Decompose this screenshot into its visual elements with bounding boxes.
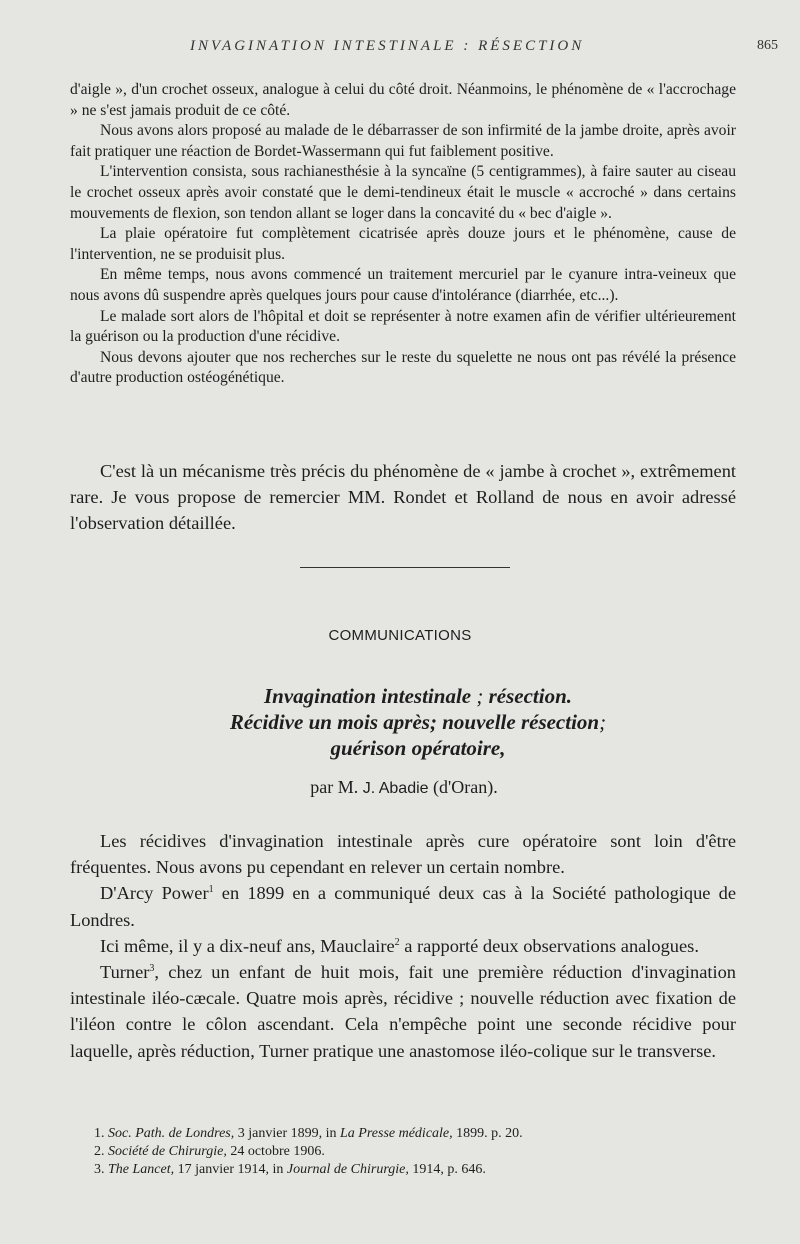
observation-paragraph: d'aigle », d'un crochet osseux, analogue à celui du côté droit. Néanmoins, le phénomène de « l'accrochage » ne s'est jamais produit de ce côté. [70,81,736,119]
footnote-ref: 2 [394,936,400,948]
author-name: J. Abadie [362,780,429,797]
footnotes [94,1125,734,1179]
title-line: guérison opératoire, [330,736,506,760]
observation-paragraph: L'intervention consista, sous rachianesthésie à la syncaïne (5 centigrammes), à faire sauter au ciseau le crochet osseux après avoir constaté que le demi-tendineux était le muscle « accroché » dans certains mouvements de flexion, son tendon allant se loger dans la concavité du « bec d'aigle ». [70,163,736,222]
observation-paragraph: Nous avons alors proposé au malade de le débarrasser de son infirmité de la jambe droite, après avoir fait pratiquer une réaction de Bordet-Wassermann qui fut faiblement positive. [70,122,736,160]
observation-paragraph: Le malade sort alors de l'hôpital et doit se représenter à notre examen afin de vérifier ultérieurement la guérison ou la production d'une récidive. [70,307,736,346]
article-paragraph: Ici même, il y a dix-neuf ans, Mauclaire$^2$ a rapporté deux observations analogues. [100,935,699,956]
page-number: 865 [757,38,778,53]
article-paragraph: Les récidives d'invagination intestinale après cure opératoire sont loin d'être fréquentes. Nous avons pu cependant en relever un certain nombre. [70,831,736,878]
article-body [70,828,736,1064]
footnote-ref: 3 [149,962,155,974]
footnote-ref: 1 [208,884,214,896]
footnote: 2. Société de Chirurgie, 24 octobre 1906. [94,1144,325,1159]
byline: par M. J. Abadie (d'Oran). [310,777,498,797]
observation-paragraph: La plaie opératoire fut complètement cicatrisée après douze jours et le phénomène, cause de l'intervention, ne se produisit plus. [70,225,736,263]
closing-remark [70,458,736,537]
article-title [0,683,800,761]
title-line: Invagination intestinale ; résection. [263,684,573,708]
section-divider [300,567,510,568]
article-paragraph: D'Arcy Power$^1$ en 1899 en a communiqué deux cas à la Société pathologique de Londres. [70,883,737,930]
observation-paragraph: En même temps, nous avons commencé un traitement mercuriel par le cyanure intra-veineux que nous avons dû suspendre après quelques jours pour cause d'intolérance (diarrhée, etc...). [70,266,736,304]
observation-paragraph: Nous devons ajouter que nos recherches sur le reste du squelette ne nous ont pas révélé la présence d'autre production ostéogénétique. [70,348,736,387]
running-title: INVAGINATION INTESTINALE : RÉSECTION [190,38,585,54]
article-paragraph: Turner$^3$, chez un enfant de huit mois, fait une première réduction d'invagination intestinale iléo-cæcale. Quatre mois après, récidive ; nouvelle réduction avec fixation de l'iléon contre le côlon ascendant. Cela n'empêche point une seconde récidive pour laquelle, après réduction, Turner pratique une anastomose iléo-colique sur le transverse. [70,962,736,1061]
footnote: 3. The Lancet, 17 janvier 1914, in Journal de Chirurgie, 1914, p. 646. [94,1162,486,1177]
title-line: Récidive un mois après; nouvelle résection; [229,710,607,734]
closing-paragraph: C'est là un mécanisme très précis du phénomène de « jambe à crochet », extrêmement rare. Je vous propose de remercier MM. Rondet et Rolland de nous en avoir adressé l'observation détaillée. [70,461,736,534]
footnote: 1. Soc. Path. de Londres, 3 janvier 1899, in La Presse médicale, 1899. p. 20. [94,1126,523,1141]
section-heading: COMMUNICATIONS [328,627,472,644]
observation-text [70,80,736,389]
